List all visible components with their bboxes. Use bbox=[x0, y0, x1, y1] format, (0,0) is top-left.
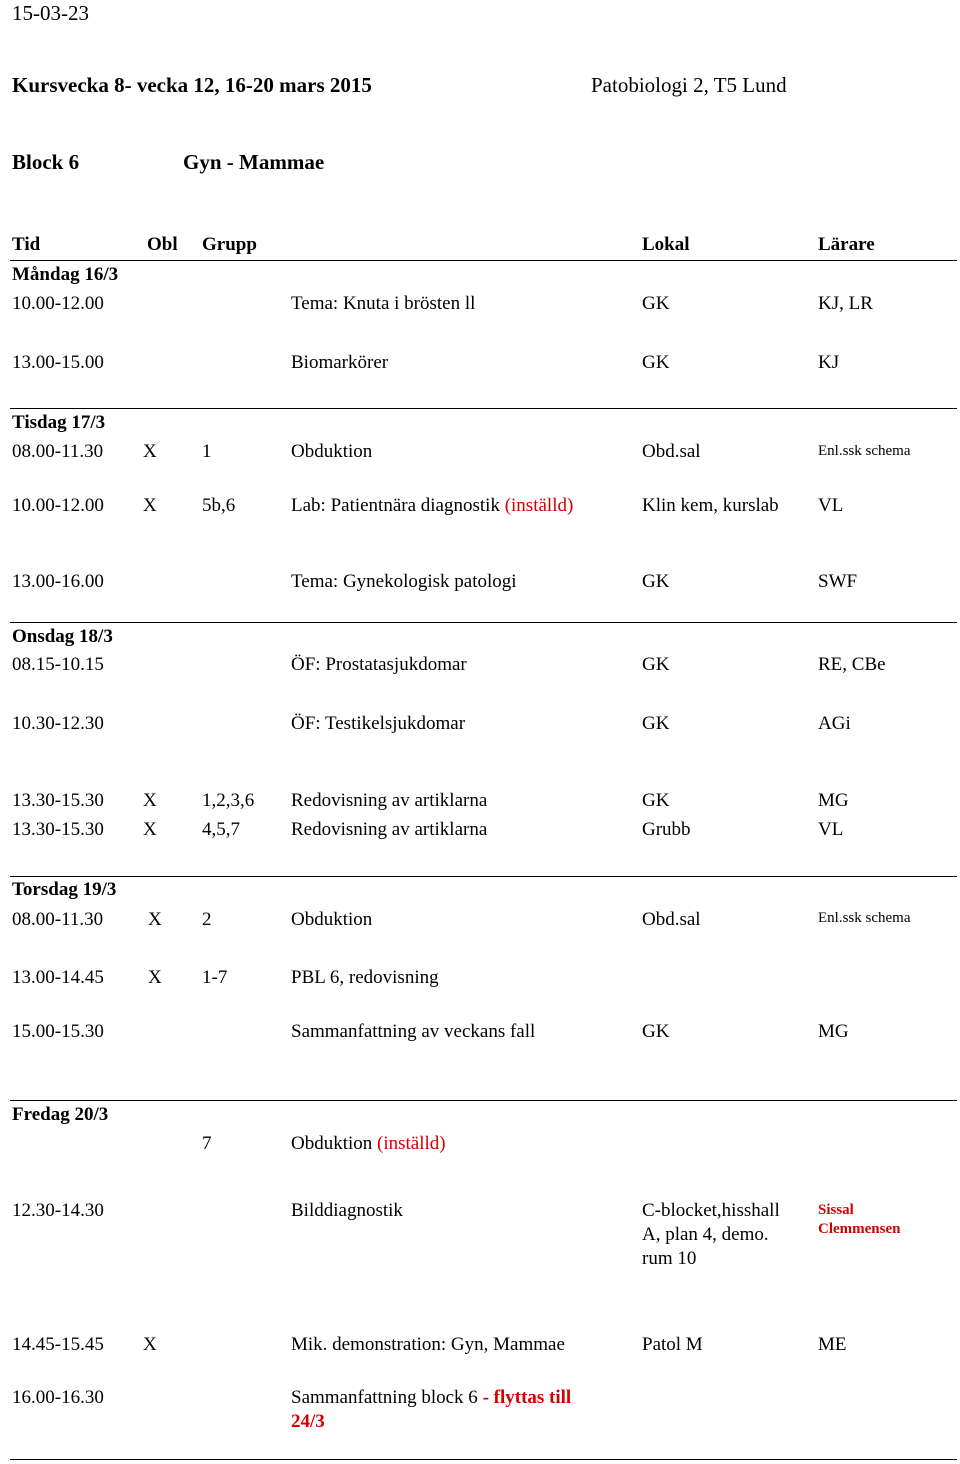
row-teacher: KJ bbox=[818, 352, 840, 373]
row-teacher-line: Clemmensen bbox=[818, 1221, 901, 1237]
row-time: 14.45-15.45 bbox=[12, 1334, 104, 1355]
row-time: 10.00-12.00 bbox=[12, 495, 104, 516]
row-title: Tema: Gynekologisk patologi bbox=[291, 571, 517, 592]
row-title: Obduktion bbox=[291, 909, 373, 930]
row-obligatory: X bbox=[148, 967, 162, 988]
document-date: 15-03-23 bbox=[12, 1, 89, 25]
row-group: 1-7 bbox=[202, 967, 228, 988]
row-time: 08.00-11.30 bbox=[12, 441, 104, 462]
column-header-grupp: Grupp bbox=[202, 234, 257, 255]
divider bbox=[10, 1100, 957, 1101]
row-location: GK bbox=[642, 654, 670, 675]
divider bbox=[10, 260, 957, 261]
row-obligatory: X bbox=[148, 909, 162, 930]
row-location: Obd.sal bbox=[642, 909, 701, 930]
day-heading-friday: Fredag 20/3 bbox=[12, 1104, 109, 1125]
row-location: GK bbox=[642, 790, 670, 811]
row-title: Obduktion bbox=[291, 441, 373, 462]
row-teacher: Enl.ssk schema bbox=[818, 910, 911, 926]
block-name: Gyn - Mammae bbox=[183, 150, 325, 174]
row-teacher-line: Sissal bbox=[818, 1202, 854, 1218]
day-heading-thursday: Torsdag 19/3 bbox=[12, 879, 117, 900]
row-time: 12.30-14.30 bbox=[12, 1200, 104, 1221]
column-header-obl: Obl bbox=[147, 234, 178, 255]
row-title bbox=[291, 494, 573, 518]
row-title: ÖF: Testikelsjukdomar bbox=[291, 713, 466, 734]
row-time: 10.00-12.00 bbox=[12, 293, 104, 314]
row-group: 4,5,7 bbox=[202, 819, 240, 840]
row-time: 08.15-10.15 bbox=[12, 654, 104, 675]
row-time: 10.30-12.30 bbox=[12, 713, 104, 734]
row-teacher: AGi bbox=[818, 713, 851, 734]
row-time: 13.00-16.00 bbox=[12, 571, 104, 592]
row-obligatory: X bbox=[143, 495, 157, 516]
row-title: PBL 6, redovisning bbox=[291, 967, 439, 988]
row-teacher: MG bbox=[818, 790, 849, 811]
row-title: Biomarkörer bbox=[291, 352, 389, 373]
row-group: 1 bbox=[202, 441, 212, 462]
row-title: Sammanfattning av veckans fall bbox=[291, 1021, 536, 1042]
row-title bbox=[291, 1386, 571, 1410]
divider bbox=[10, 876, 957, 877]
row-title: ÖF: Prostatasjukdomar bbox=[291, 654, 467, 675]
row-teacher: ME bbox=[818, 1334, 847, 1355]
row-group: 2 bbox=[202, 909, 212, 930]
row-obligatory: X bbox=[143, 790, 157, 811]
row-location-line: A, plan 4, demo. bbox=[642, 1224, 769, 1245]
row-location: GK bbox=[642, 571, 670, 592]
divider bbox=[10, 408, 957, 409]
row-title bbox=[291, 1132, 446, 1156]
row-time: 15.00-15.30 bbox=[12, 1021, 104, 1042]
row-teacher: MG bbox=[818, 1021, 849, 1042]
row-time: 16.00-16.30 bbox=[12, 1387, 104, 1408]
row-title: Redovisning av artiklarna bbox=[291, 819, 488, 840]
row-teacher: SWF bbox=[818, 571, 858, 592]
row-location: Grubb bbox=[642, 819, 691, 840]
row-title: Redovisning av artiklarna bbox=[291, 790, 488, 811]
row-time: 13.00-14.45 bbox=[12, 967, 104, 988]
cancelled-note: (inställd) bbox=[504, 495, 574, 516]
divider bbox=[10, 1459, 957, 1460]
row-obligatory: X bbox=[143, 1334, 157, 1355]
row-time: 08.00-11.30 bbox=[12, 909, 104, 930]
row-group: 1,2,3,6 bbox=[202, 790, 255, 811]
row-group: 5b,6 bbox=[202, 495, 236, 516]
page-title: Kursvecka 8- vecka 12, 16-20 mars 2015 bbox=[12, 73, 372, 97]
day-heading-tuesday: Tisdag 17/3 bbox=[12, 412, 106, 433]
row-obligatory: X bbox=[143, 819, 157, 840]
row-time: 13.00-15.00 bbox=[12, 352, 104, 373]
row-title: Bilddiagnostik bbox=[291, 1200, 403, 1221]
row-time: 13.30-15.30 bbox=[12, 819, 104, 840]
row-location-line: C-blocket,hisshall bbox=[642, 1200, 780, 1221]
row-location: GK bbox=[642, 1021, 670, 1042]
moved-note: - flyttas till bbox=[482, 1387, 572, 1408]
row-obligatory: X bbox=[143, 441, 157, 462]
block-label: Block 6 bbox=[12, 150, 80, 174]
divider bbox=[10, 622, 957, 623]
row-location: Obd.sal bbox=[642, 441, 701, 462]
cancelled-note: (inställd) bbox=[377, 1133, 446, 1154]
row-title: Mik. demonstration: Gyn, Mammae bbox=[291, 1334, 565, 1355]
row-teacher: KJ, LR bbox=[818, 293, 873, 314]
row-teacher: VL bbox=[818, 819, 844, 840]
column-header-larare: Lärare bbox=[818, 234, 875, 255]
moved-date: 24/3 bbox=[291, 1411, 325, 1432]
row-teacher: Enl.ssk schema bbox=[818, 443, 911, 459]
row-title: Tema: Knuta i brösten ll bbox=[291, 293, 476, 314]
row-title-text: Sammanfattning block 6 bbox=[291, 1387, 478, 1408]
row-teacher: RE, CBe bbox=[818, 654, 886, 675]
row-teacher: VL bbox=[818, 495, 844, 516]
row-location: GK bbox=[642, 352, 670, 373]
row-group: 7 bbox=[202, 1133, 212, 1154]
row-title-text: Obduktion bbox=[291, 1133, 373, 1154]
row-location: GK bbox=[642, 713, 670, 734]
row-title-text: Lab: Patientnära diagnostik bbox=[291, 495, 500, 516]
row-location: Patol M bbox=[642, 1334, 703, 1355]
row-time: 13.30-15.30 bbox=[12, 790, 104, 811]
row-location: Klin kem, kurslab bbox=[642, 495, 779, 516]
day-heading-wednesday: Onsdag 18/3 bbox=[12, 626, 113, 647]
row-location-line: rum 10 bbox=[642, 1248, 697, 1269]
course-name: Patobiologi 2, T5 Lund bbox=[591, 73, 787, 97]
column-header-tid: Tid bbox=[12, 234, 41, 255]
day-heading-monday: Måndag 16/3 bbox=[12, 264, 119, 285]
row-location: GK bbox=[642, 293, 670, 314]
column-header-lokal: Lokal bbox=[642, 234, 690, 255]
